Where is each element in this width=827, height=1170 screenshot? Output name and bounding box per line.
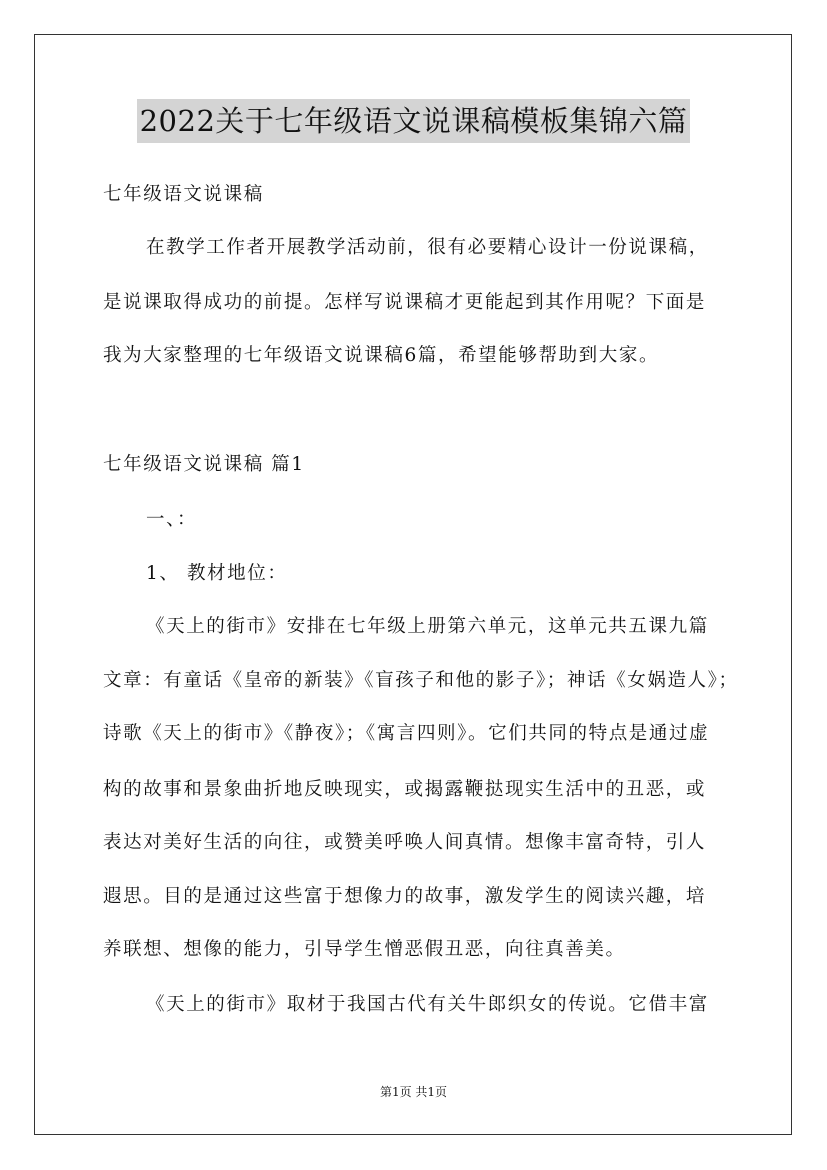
paragraph-line: 表达对美好生活的向往，或赞美呼唤人间真情。想像丰富奇特，引人 — [103, 832, 707, 853]
paragraph-line: 诗歌《天上的街市》《静夜》；《寓言四则》。它们共同的特点是通过虚 — [103, 723, 710, 744]
paragraph-line: 一、： — [146, 509, 198, 530]
paragraph-line: 养联想、想像的能力，引导学生憎恶假丑恶，向往真善美。 — [103, 939, 626, 960]
paragraph-line: 1、 教材地位： — [146, 563, 288, 584]
paragraph-line: 我为大家整理的七年级语文说课稿6篇，希望能够帮助到大家。 — [103, 345, 660, 366]
paragraph-line: 文章：有童话《皇帝的新装》《盲孩子和他的影子》；神话《女娲造人》； — [103, 670, 739, 691]
section-heading: 七年级语文说课稿 篇1 — [103, 454, 305, 475]
document-title: 2022关于七年级语文说课稿模板集锦六篇 — [137, 99, 691, 143]
paragraph-line: 《天上的街市》取材于我国古代有关牛郎织女的传说。它借丰富 — [146, 994, 709, 1015]
page-footer: 第1页 共1页 — [379, 1085, 448, 1099]
paragraph-line: 在教学工作者开展教学活动前，很有必要精心设计一份说课稿， — [146, 237, 709, 258]
title-container — [0, 99, 827, 143]
paragraph-line: 是说课取得成功的前提。怎样写说课稿才更能起到其作用呢？下面是 — [103, 292, 707, 313]
paragraph-line: 构的故事和景象曲折地反映现实，或揭露鞭挞现实生活中的丑恶，或 — [103, 779, 707, 800]
section-heading: 七年级语文说课稿 — [103, 184, 264, 205]
paragraph-line: 遐思。目的是通过这些富于想像力的故事，激发学生的阅读兴趣，培 — [103, 886, 707, 907]
paragraph-line: 《天上的街市》安排在七年级上册第六单元，这单元共五课九篇 — [146, 616, 709, 637]
